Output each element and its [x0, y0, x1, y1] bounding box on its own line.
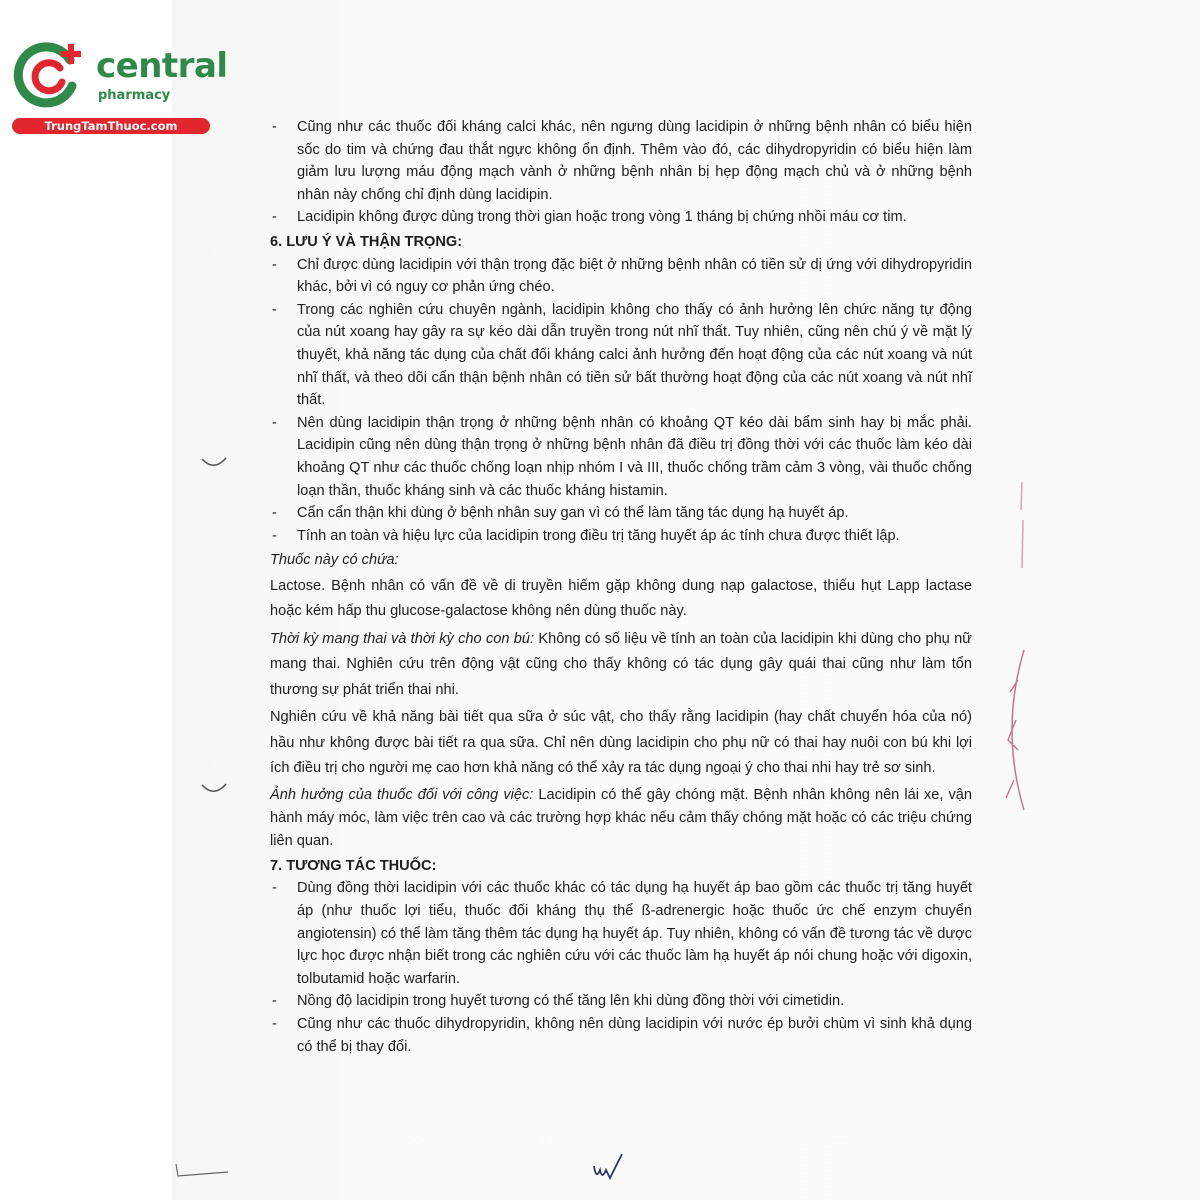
section-7-heading: 7. TƯƠNG TÁC THUỐC: — [270, 857, 437, 874]
list-item: - Trong các nghiên cứu chuyên ngành, lacidipin không cho thấy có ảnh hưởng lên chức năng tự động của nút xoang hay gây ra sự kéo dài dẫn truyền trong nút nhĩ thất. Tuy nhiên, cũng nên chú ý về mặt lý thuyết, khả năng tác dụng của chất đối kháng calci ảnh hưởng đến hoạt động của các nút xoang và nút nhĩ thất, và theo dõi cẩn thận bệnh nhân có tiền sử bất thường hoạt động của các nút xoang và nút nhĩ thất. — [270, 299, 972, 412]
scan-line-mark — [172, 1160, 232, 1180]
work-text: Lacidipin có thể gây chóng mặt. Bệnh nhân không nên lái xe, vận hành máy móc, làm việc trên cao và các trường hợp khác nếu cảm thấy chóng mặt hoặc có các triệu chứng liên quan. — [270, 786, 972, 849]
lactation-paragraph: Nghiên cứu về khả năng bài tiết qua sữa ở súc vật, cho thấy rằng lacidipin (hay chất chuyển hóa của nó) hầu như không được bài tiết ra qua sữa. Chỉ nên dùng lacidipin cho phụ nữ có thai hay nuôi con bú khi lợi ích điều trị cho người mẹ cao hơn khả năng có thể xảy ra tác dụng ngoại ý cho thai nhi hay trẻ sơ sinh. — [270, 709, 972, 777]
stamp-edge-mark — [1016, 480, 1026, 570]
brand-name: central — [96, 46, 228, 86]
list-item: - Chỉ được dùng lacidipin với thận trọng đặc biệt ở những bệnh nhân có tiền sử dị ứng với dihydropyridin khác, bởi vì có nguy cơ phản ứng chéo. — [270, 254, 972, 299]
list-item: - Nồng độ lacidipin trong huyết tương có thể tăng lên khi dùng đồng thời với cimetidin. — [270, 990, 972, 1013]
contains-paragraph: Lactose. Bệnh nhân có vấn đề về di truyền hiếm gặp không dung nạp galactose, thiếu hụt Lapp lactase hoặc kém hấp thu glucose-galactose không nên dùng thuốc này. — [270, 577, 972, 620]
punch-hole-mark — [200, 456, 228, 470]
list-item: - Dùng đồng thời lacidipin với các thuốc khác có tác dụng hạ huyết áp bao gồm các thuốc trị tăng huyết áp (như thuốc lợi tiểu, thuốc đối kháng thụ thể ß-adrenergic hoặc thuốc ức chế enzym chuyển angiotensin) có thể làm tăng thêm tác dụng hạ huyết áp. Tuy nhiên, không có vấn đề tương tác về dược lực học được nhận biết trong các nghiên cứu với các thuốc làm hạ huyết áp nói chung hoặc với digoxin, tolbutamid hoặc warfarin. — [270, 877, 972, 990]
punch-hole-mark — [200, 782, 228, 796]
stamp-seal-mark — [996, 640, 1026, 820]
contains-label: Thuốc này có chứa: — [270, 552, 399, 569]
work-paragraph — [270, 784, 972, 853]
section-6-heading: 6. LƯU Ý VÀ THẬN TRỌNG: — [270, 233, 463, 250]
brand-subtitle: pharmacy — [98, 88, 171, 103]
list-item: - Cẩn cẩn thận khi dùng ở bệnh nhân suy gan vì có thể làm tăng tác dụng hạ huyết áp. — [270, 502, 972, 525]
list-item: - Tính an toàn và hiệu lực của lacidipin trong điều trị tăng huyết áp ác tính chưa được thiết lập. — [270, 525, 972, 548]
pregnancy-paragraph — [270, 627, 972, 704]
document-body — [270, 116, 972, 1058]
central-pharmacy-logo[interactable] — [10, 38, 228, 138]
list-item: - Cũng như các thuốc đối kháng calci khác, nên ngưng dùng lacidipin ở những bệnh nhân có biểu hiện sốc do tim và chứng đau thắt ngực không ổn định. Thêm vào đó, các dihydropyridin có biểu hiện làm giảm lưu lượng máu động mạch vành ở những bệnh nhân bị hẹp động mạch chủ và ở những bệnh nhân này chống chỉ định dùng lacidipin. — [270, 116, 972, 206]
list-item: - Lacidipin không được dùng trong thời gian hoặc trong vòng 1 tháng bị chứng nhồi máu cơ tim. — [270, 206, 972, 229]
list-item: - Nên dùng lacidipin thận trọng ở những bệnh nhân có khoảng QT kéo dài bẩm sinh hay bị mắc phải. Lacidipin cũng nên dùng thận trọng ở những bệnh nhân đã điều trị đồng thời với các thuốc làm kéo dài khoảng QT như các thuốc chống loạn nhịp nhóm I và III, thuốc chống trầm cảm 3 vòng, vài thuốc chống loạn thần, thuốc kháng sinh và các thuốc kháng histamin. — [270, 412, 972, 502]
work-label: Ảnh hưởng của thuốc đối với công việc: — [270, 786, 534, 803]
signature-mark — [588, 1150, 628, 1184]
cross-c-logo-icon — [10, 38, 90, 108]
pregnancy-label: Thời kỳ mang thai và thời kỳ cho con bú: — [270, 630, 535, 647]
brand-url[interactable]: TrungTamThuoc.com — [12, 118, 210, 134]
list-item: - Cũng như các thuốc dihydropyridin, không nên dùng lacidipin với nước ép bưởi chùm vì sinh khả dụng có thể bị thay đổi. — [270, 1013, 972, 1058]
pregnancy-text: Không có số liệu về tính an toàn của lacidipin khi dùng cho phụ nữ mang thai. Nghiên cứu trên động vật cũng cho thấy không có tác dụng gây quái thai cũng như làm tổn thương sự phát triển thai nhi. — [270, 630, 972, 698]
